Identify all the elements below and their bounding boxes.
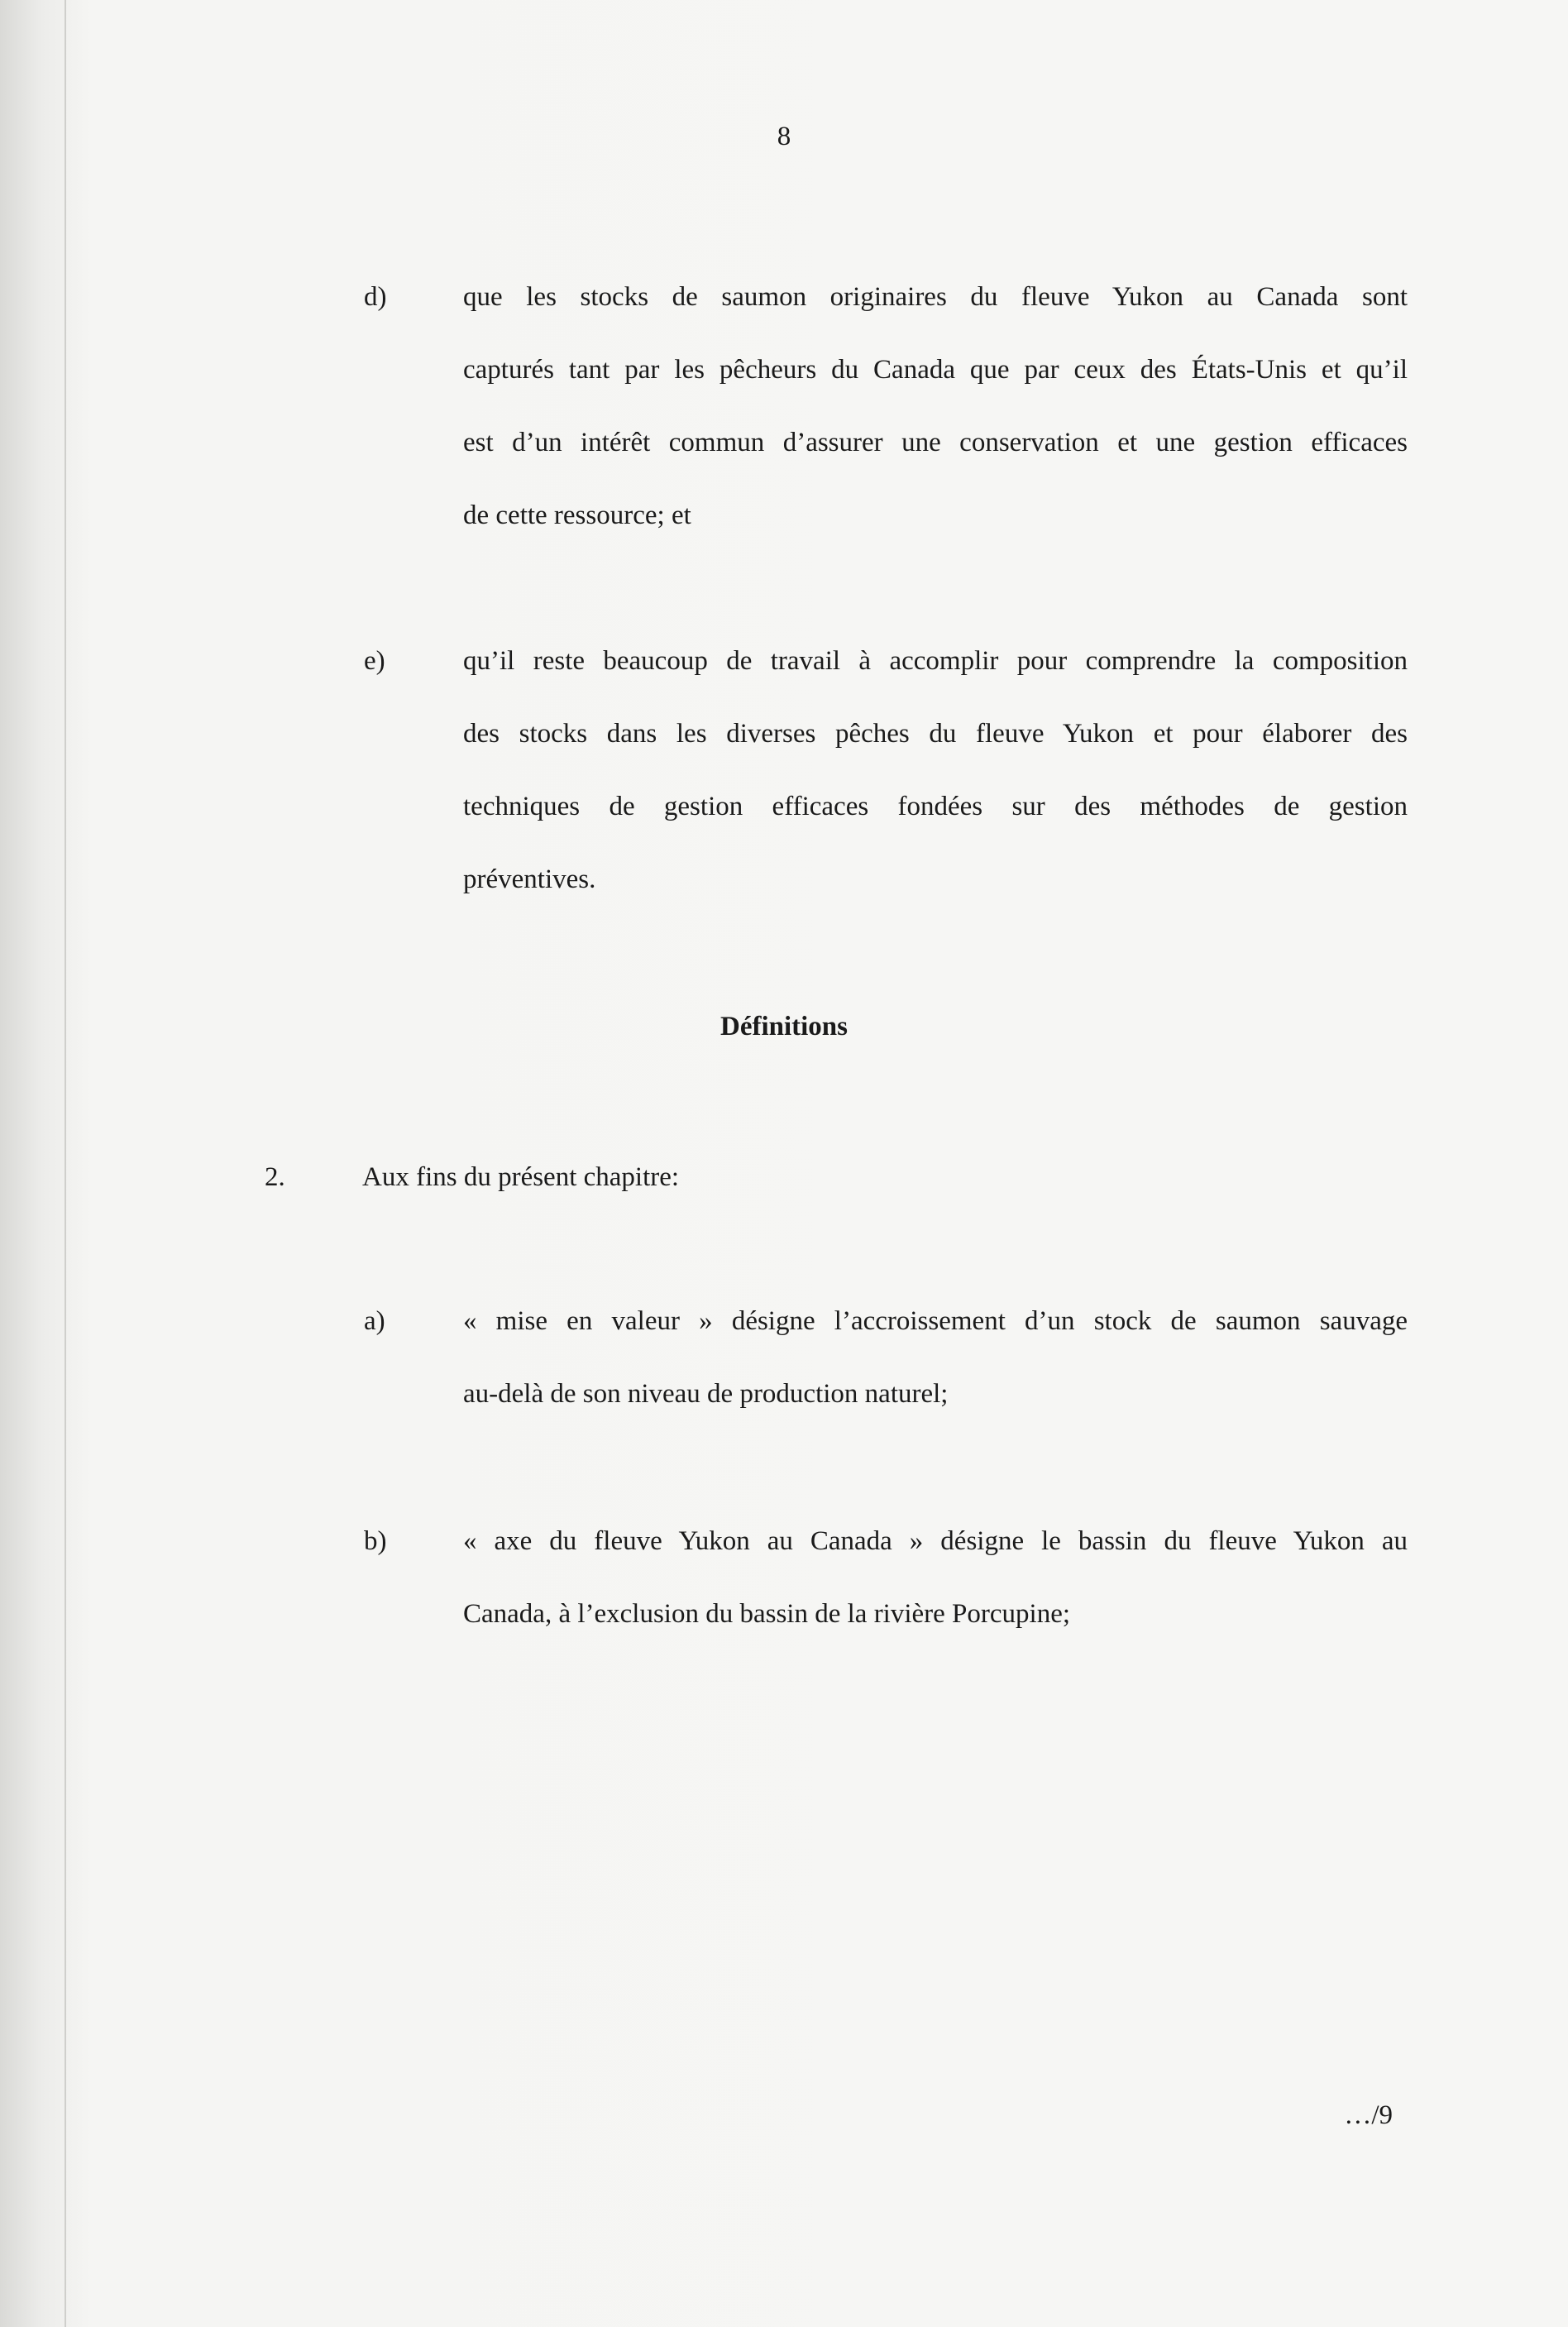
- paragraph-line: des stocks dans les diverses pêches du fleuve Yukon et pour élaborer des: [463, 719, 1408, 749]
- paragraph-line: capturés tant par les pêcheurs du Canada que par ceux des États-Unis et qu’il: [463, 355, 1408, 385]
- paragraph-line: « mise en valeur » désigne l’accroissement d’un stock de saumon sauvage: [463, 1306, 1408, 1336]
- paragraph-line: « axe du fleuve Yukon au Canada » désigne le bassin du fleuve Yukon au: [463, 1526, 1408, 1556]
- clause-number: 2.: [265, 1162, 285, 1192]
- paragraph-line: au-delà de son niveau de production naturel;: [463, 1379, 949, 1409]
- list-marker: d): [364, 282, 387, 312]
- paragraph-line: préventives.: [463, 864, 596, 894]
- paragraph-line: techniques de gestion efficaces fondées sur des méthodes de gestion: [463, 792, 1408, 821]
- clause-text: Aux fins du présent chapitre:: [362, 1162, 680, 1192]
- page-edge-shadow: [65, 0, 66, 2327]
- section-heading: Définitions: [719, 1012, 848, 1041]
- paragraph-line: de cette ressource; et: [463, 500, 691, 530]
- page-number: 8: [777, 122, 791, 151]
- paragraph-line: est d’un intérêt commun d’assurer une conservation et une gestion efficaces: [463, 428, 1408, 457]
- list-marker: b): [364, 1526, 387, 1556]
- list-marker: a): [364, 1306, 385, 1336]
- list-marker: e): [364, 646, 385, 676]
- paragraph-line: que les stocks de saumon originaires du fleuve Yukon au Canada sont: [463, 282, 1408, 312]
- next-page-indicator: …/9: [1344, 2100, 1393, 2130]
- paragraph-line: qu’il reste beaucoup de travail à accomplir pour comprendre la composition: [463, 646, 1408, 676]
- paragraph-line: Canada, à l’exclusion du bassin de la rivière Porcupine;: [463, 1599, 1071, 1629]
